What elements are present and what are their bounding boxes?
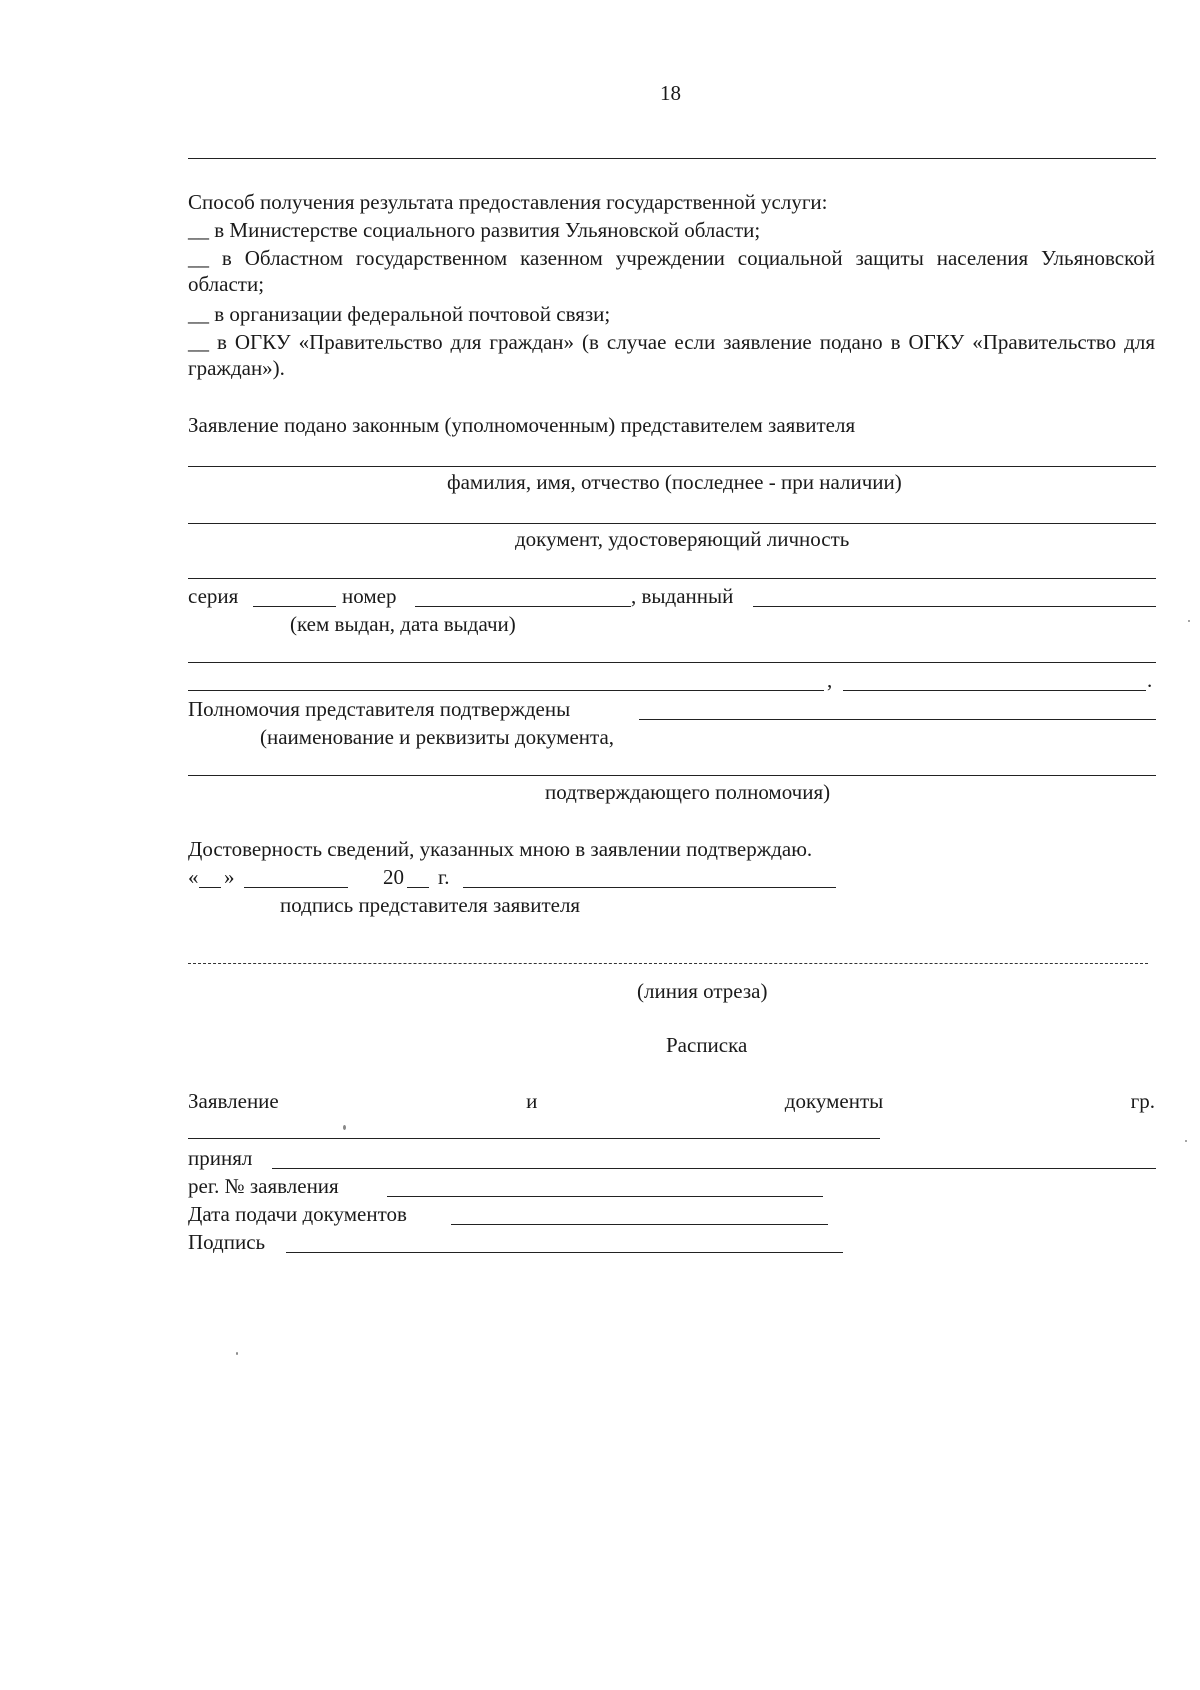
delivery-option-ogku-gov: __ в ОГКУ «Правительство для граждан» (в случае если заявление подано в ОГКУ «Правительство для граждан»).: [188, 330, 1155, 380]
id-document-caption: документ, удостоверяющий личность: [515, 527, 850, 551]
cut-line-caption: (линия отреза): [637, 979, 768, 1003]
delivery-option-ogku-social: __ в Областном государственном казенном учреждении социальной защиты населения Ульяновской области;: [188, 246, 1155, 296]
fio-line[interactable]: [188, 466, 1156, 467]
authority-field[interactable]: [639, 719, 1156, 720]
issued-field[interactable]: [753, 606, 1156, 607]
comma-mark: ,: [827, 668, 833, 692]
date-open-quote: «: [188, 865, 199, 889]
signature-field[interactable]: [463, 887, 836, 888]
scan-speck: [1185, 1140, 1187, 1142]
year-field[interactable]: [407, 887, 429, 888]
receipt-signature-label: Подпись: [188, 1230, 266, 1254]
year-prefix: 20: [383, 865, 404, 889]
reg-number-field[interactable]: [387, 1196, 823, 1197]
date-close-quote: »: [224, 865, 235, 889]
year-suffix: г.: [438, 865, 450, 889]
receipt-statement: [188, 1088, 1155, 1114]
delivery-option-ministry: __ в Министерстве социального развития Ульяновской области;: [188, 218, 761, 242]
series-label: серия: [188, 584, 239, 608]
reg-number-label: рег. № заявления: [188, 1174, 339, 1198]
scan-speck: [1188, 620, 1190, 622]
number-label: номер: [342, 584, 397, 608]
blank-line-1[interactable]: [188, 578, 1156, 579]
number-field[interactable]: [415, 606, 631, 607]
authority-label: Полномочия представителя подтверждены: [188, 697, 571, 721]
receipt-title: Расписка: [666, 1033, 748, 1057]
top-rule: [188, 158, 1156, 159]
cut-line: [188, 963, 1148, 964]
delivery-option-post: __ в организации федеральной почтовой связи;: [188, 302, 611, 326]
word-statement: Заявление: [188, 1089, 279, 1113]
issued-caption: (кем выдан, дата выдачи): [290, 612, 516, 636]
scan-speck: [343, 1125, 346, 1130]
word-documents: документы: [784, 1089, 884, 1113]
scan-speck: [236, 1352, 238, 1355]
period-mark: .: [1147, 668, 1153, 692]
page-number: 18: [660, 81, 681, 105]
month-field[interactable]: [244, 887, 348, 888]
receipt-signature-field[interactable]: [286, 1252, 843, 1253]
issued-by-line-2a[interactable]: [188, 690, 824, 691]
word-citizen: гр.: [1130, 1089, 1155, 1113]
word-and: и: [526, 1089, 538, 1113]
accepted-field[interactable]: [272, 1168, 1156, 1169]
fio-caption: фамилия, имя, отчество (последнее - при наличии): [447, 470, 902, 494]
issued-by-line[interactable]: [188, 662, 1156, 663]
citizen-name-line[interactable]: [188, 1138, 880, 1139]
issued-date-line[interactable]: [843, 690, 1146, 691]
delivery-heading: Способ получения результата предоставления государственной услуги:: [188, 190, 828, 214]
authority-caption-2: подтверждающего полномочия): [545, 780, 831, 804]
signature-caption: подпись представителя заявителя: [280, 893, 581, 917]
submission-date-label: Дата подачи документов: [188, 1202, 407, 1226]
issued-label: , выданный: [631, 584, 734, 608]
confirmation-text: Достоверность сведений, указанных мною в заявлении подтверждаю.: [188, 837, 813, 861]
series-field[interactable]: [253, 606, 336, 607]
id-document-line[interactable]: [188, 523, 1156, 524]
accepted-label: принял: [188, 1146, 253, 1170]
day-field[interactable]: [199, 887, 221, 888]
authority-line-2[interactable]: [188, 775, 1156, 776]
submission-date-field[interactable]: [451, 1224, 828, 1225]
authority-caption-1: (наименование и реквизиты документа,: [260, 725, 615, 749]
representative-intro: Заявление подано законным (уполномоченным) представителем заявителя: [188, 413, 856, 437]
